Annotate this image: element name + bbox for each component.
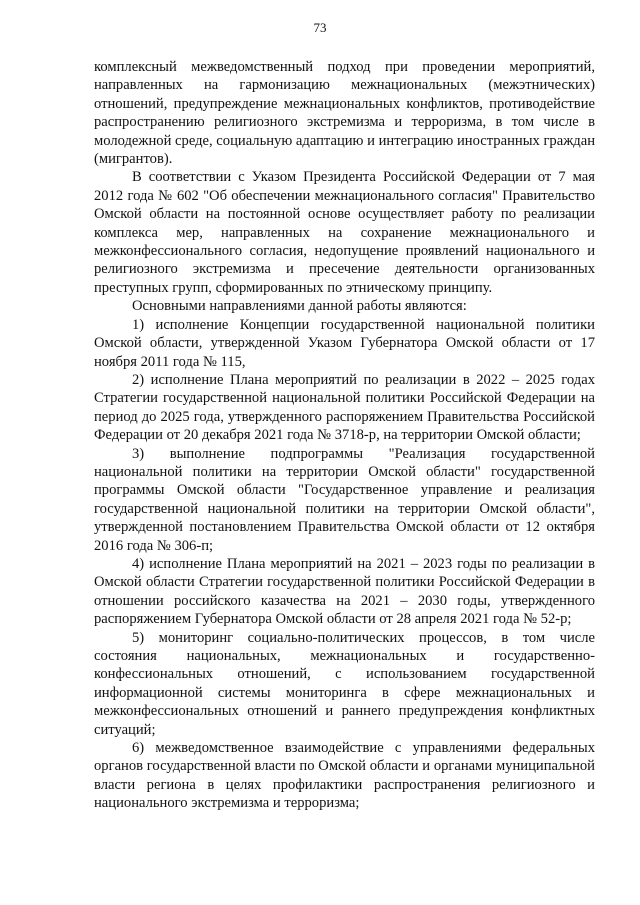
list-item-6: 6) межведомственное взаимодействие с управлениями федеральных органов государственной власти по Омской области и органами муниципальной власти региона в целях профилактики распространения религиозного и национального экстремизма и терроризма; xyxy=(94,740,595,812)
list-item-2: 2) исполнение Плана мероприятий по реализации в 2022 – 2025 годах Стратегии государственной национальной политики Российской Федерации на период до 2025 года, утвержденного распоряжением Правительства Российской Федерации от 20 декабря 2021 года № 3718-р, на территории Омской области; xyxy=(94,371,595,444)
paragraph-main-directions-heading: Основными направлениями данной работы являются: xyxy=(132,298,467,315)
page-number: 73 xyxy=(313,20,327,35)
list-item-1: 1) исполнение Концепции государственной национальной политики Омской области, утвержденной Указом Губернатора Омской области от 17 ноября 2011 года № 115, xyxy=(94,316,595,370)
list-item-5: 5) мониторинг социально-политических процессов, в том числе состояния национальных, межнациональных и государственно-конфессиональных отношений, с использованием государственной информационной системы мониторинга в сфере межнациональных и межконфессиональных отношений и раннего предупреждения конфликтных ситуаций; xyxy=(94,629,595,738)
paragraph-continuation: комплексный межведомственный подход при проведении мероприятий, направленных на гармонизацию межнациональных (межэтнических) отношений, предупреждение межнациональных конфликтов, противодействие распространению религиозного экстремизма и терроризма, в том числе в молодежной среде, социальную адаптацию и интеграцию иностранных граждан (мигрантов). xyxy=(94,59,595,168)
document-body xyxy=(94,58,595,813)
paragraph-presidential-decree: В соответствии с Указом Президента Российской Федерации от 7 мая 2012 года № 602 "Об обеспечении межнационального согласия" Правительство Омской области на постоянной основе осуществляет работу по реализации комплекса мер, направленных на сохранение межнационального и межконфессионального согласия, недопущение проявлений национального и религиозного экстремизма и пресечение деятельности организованных преступных групп, сформированных по этническому принципу. xyxy=(94,169,595,296)
list-item-3: 3) выполнение подпрограммы "Реализация государственной национальной политики на территории Омской области" государственной программы Омской области "Государственное управление и реализация государственной национальной политики на территории Омской области", утвержденной постановлением Правительства Омской области от 12 октября 2016 года № 306-п; xyxy=(94,445,595,554)
list-item-4: 4) исполнение Плана мероприятий на 2021 – 2023 годы по реализации в Омской области Стратегии государственной политики Российской Федерации в отношении российского казачества на 2021 – 2030 годы, утвержденного распоряжением Губернатора Омской области от 28 апреля 2021 года № 52-р; xyxy=(94,555,595,628)
